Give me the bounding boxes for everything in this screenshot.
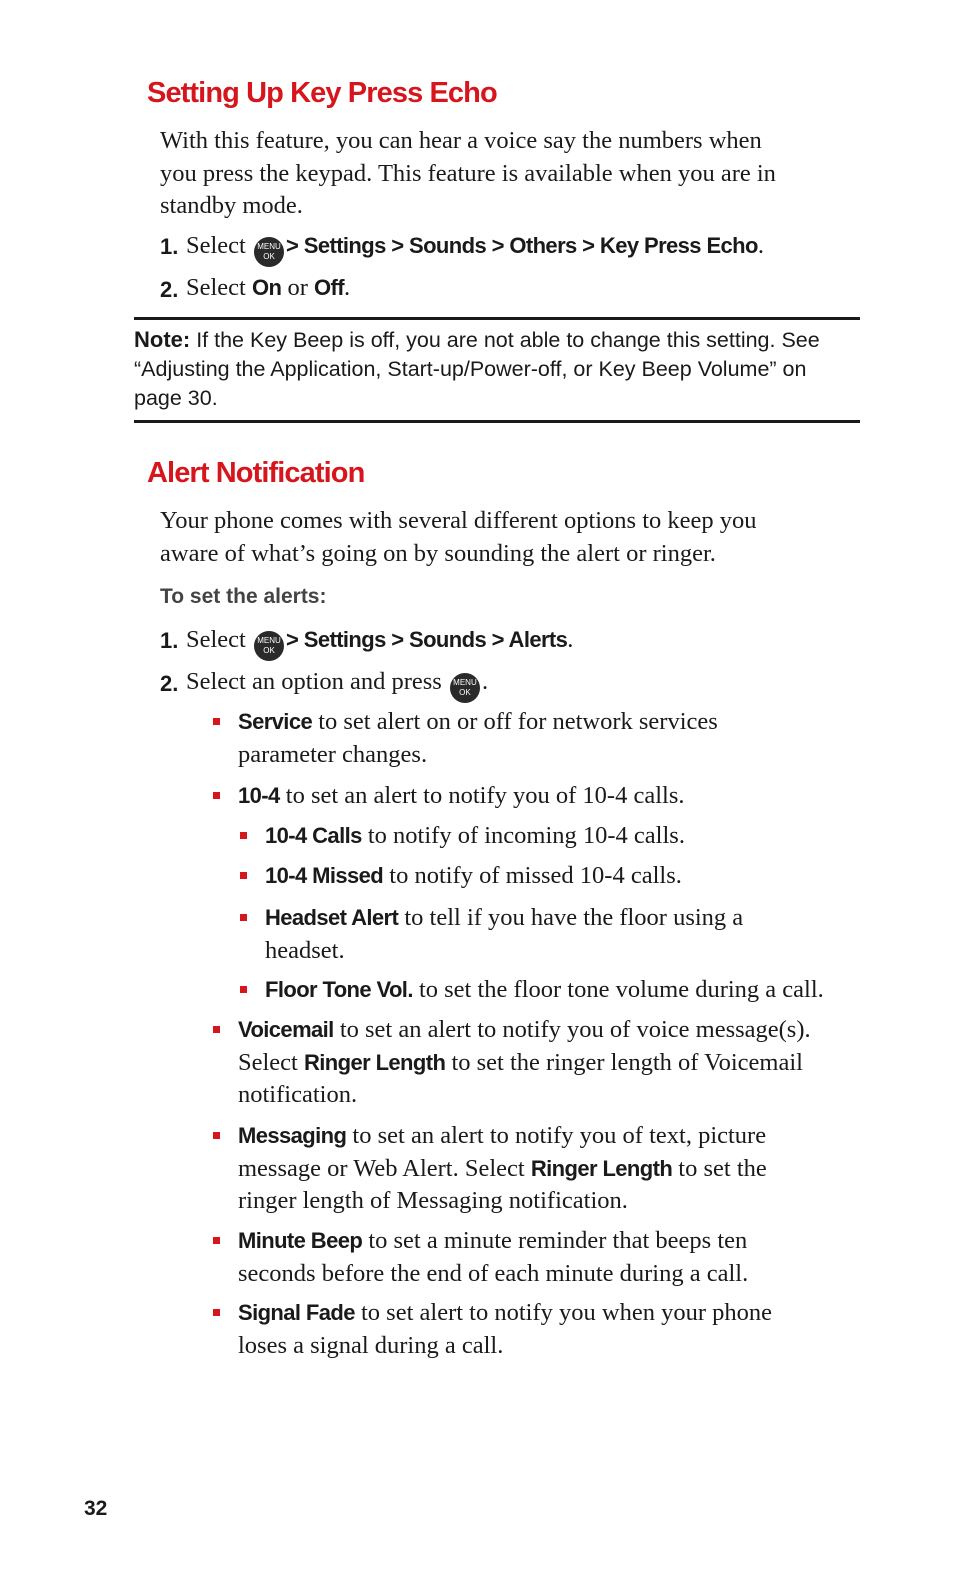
section-title-alert-notification: Alert Notification	[147, 457, 365, 489]
bullet-icon	[240, 914, 247, 921]
intro-line: you press the keypad. This feature is available when you are in	[160, 159, 776, 187]
list-item-signal-fade: Signal Fade to set alert to notify you when your phone loses a signal during a call.	[238, 1299, 772, 1359]
note-bottom-rule	[134, 420, 860, 423]
list-item-floor-tone-vol: Floor Tone Vol. to set the floor tone volume during a call.	[265, 976, 824, 1003]
bullet-icon	[240, 872, 247, 879]
bullet-icon	[213, 1237, 220, 1244]
option-on: On	[252, 275, 282, 300]
step-text: Select	[186, 232, 246, 259]
bullet-icon	[213, 718, 220, 725]
bullet-icon	[213, 1026, 220, 1033]
intro-line: standby mode.	[160, 192, 303, 219]
step-number: 2.	[160, 671, 179, 696]
page-number: 32	[84, 1497, 108, 1520]
step-select-option: Select an option and press MENU OK .	[186, 666, 488, 703]
bullet-icon	[213, 792, 220, 799]
note-box: Note: If the Key Beep is off, you are not able to change this setting. See “Adjusting the Application, Start-up/Power-off, or Key Beep Volume” on page 30.	[134, 327, 820, 410]
list-item-messaging: Messaging to set an alert to notify you of text, picture message or Web Alert. Select Ringer Length to set the ringer length of Messaging notification.	[238, 1122, 767, 1214]
option-off: Off	[314, 275, 344, 300]
menu-path: > Settings > Sounds > Alerts	[286, 627, 568, 652]
step-number: 2.	[160, 277, 179, 302]
menu-ok-icon: MENU OK	[254, 237, 284, 267]
list-item-service: Service to set alert on or off for network services parameter changes.	[238, 708, 718, 768]
intro-line: With this feature, you can hear a voice say the numbers when	[160, 127, 762, 154]
list-item-headset-alert: Headset Alert to tell if you have the floor using a headset.	[265, 904, 744, 964]
menu-ok-icon: MENU OK	[254, 631, 284, 661]
step-select-key-press-echo: Select MENU OK > Settings > Sounds > Others > Key Press Echo.	[186, 230, 764, 267]
alert-notification-intro: Your phone comes with several different options to keep you aware of what’s going on by sounding the alert or ringer.	[160, 507, 757, 567]
step-number: 1.	[160, 234, 179, 259]
step-select-alerts: Select MENU OK > Settings > Sounds > Alerts.	[186, 624, 573, 661]
bullet-icon	[240, 986, 247, 993]
menu-path: > Settings > Sounds > Others > Key Press Echo	[286, 233, 758, 258]
section-title-key-press-echo: Setting Up Key Press Echo	[147, 77, 497, 109]
bullet-icon	[240, 832, 247, 839]
bullet-icon	[213, 1132, 220, 1139]
step-select-on-off: Select On or Off.	[186, 274, 351, 301]
list-item-10-4-missed: 10-4 Missed to notify of missed 10-4 calls.	[265, 862, 682, 889]
key-press-echo-intro	[160, 125, 776, 223]
subhead-set-alerts: To set the alerts:	[160, 585, 327, 608]
note-top-rule	[134, 317, 860, 320]
note-label: Note:	[134, 327, 191, 352]
step-number: 1.	[160, 628, 179, 653]
list-item-voicemail: Voicemail to set an alert to notify you of voice message(s). Select Ringer Length to set the ringer length of Voicemail notification.	[238, 1016, 811, 1108]
list-item-10-4: 10-4 to set an alert to notify you of 10-4 calls.	[238, 782, 685, 809]
bullet-icon	[213, 1309, 220, 1316]
menu-ok-icon: MENU OK	[450, 673, 480, 703]
list-item-minute-beep: Minute Beep to set a minute reminder that beeps ten seconds before the end of each minute during a call.	[238, 1227, 749, 1287]
list-item-10-4-calls: 10-4 Calls to notify of incoming 10-4 calls.	[265, 822, 685, 849]
